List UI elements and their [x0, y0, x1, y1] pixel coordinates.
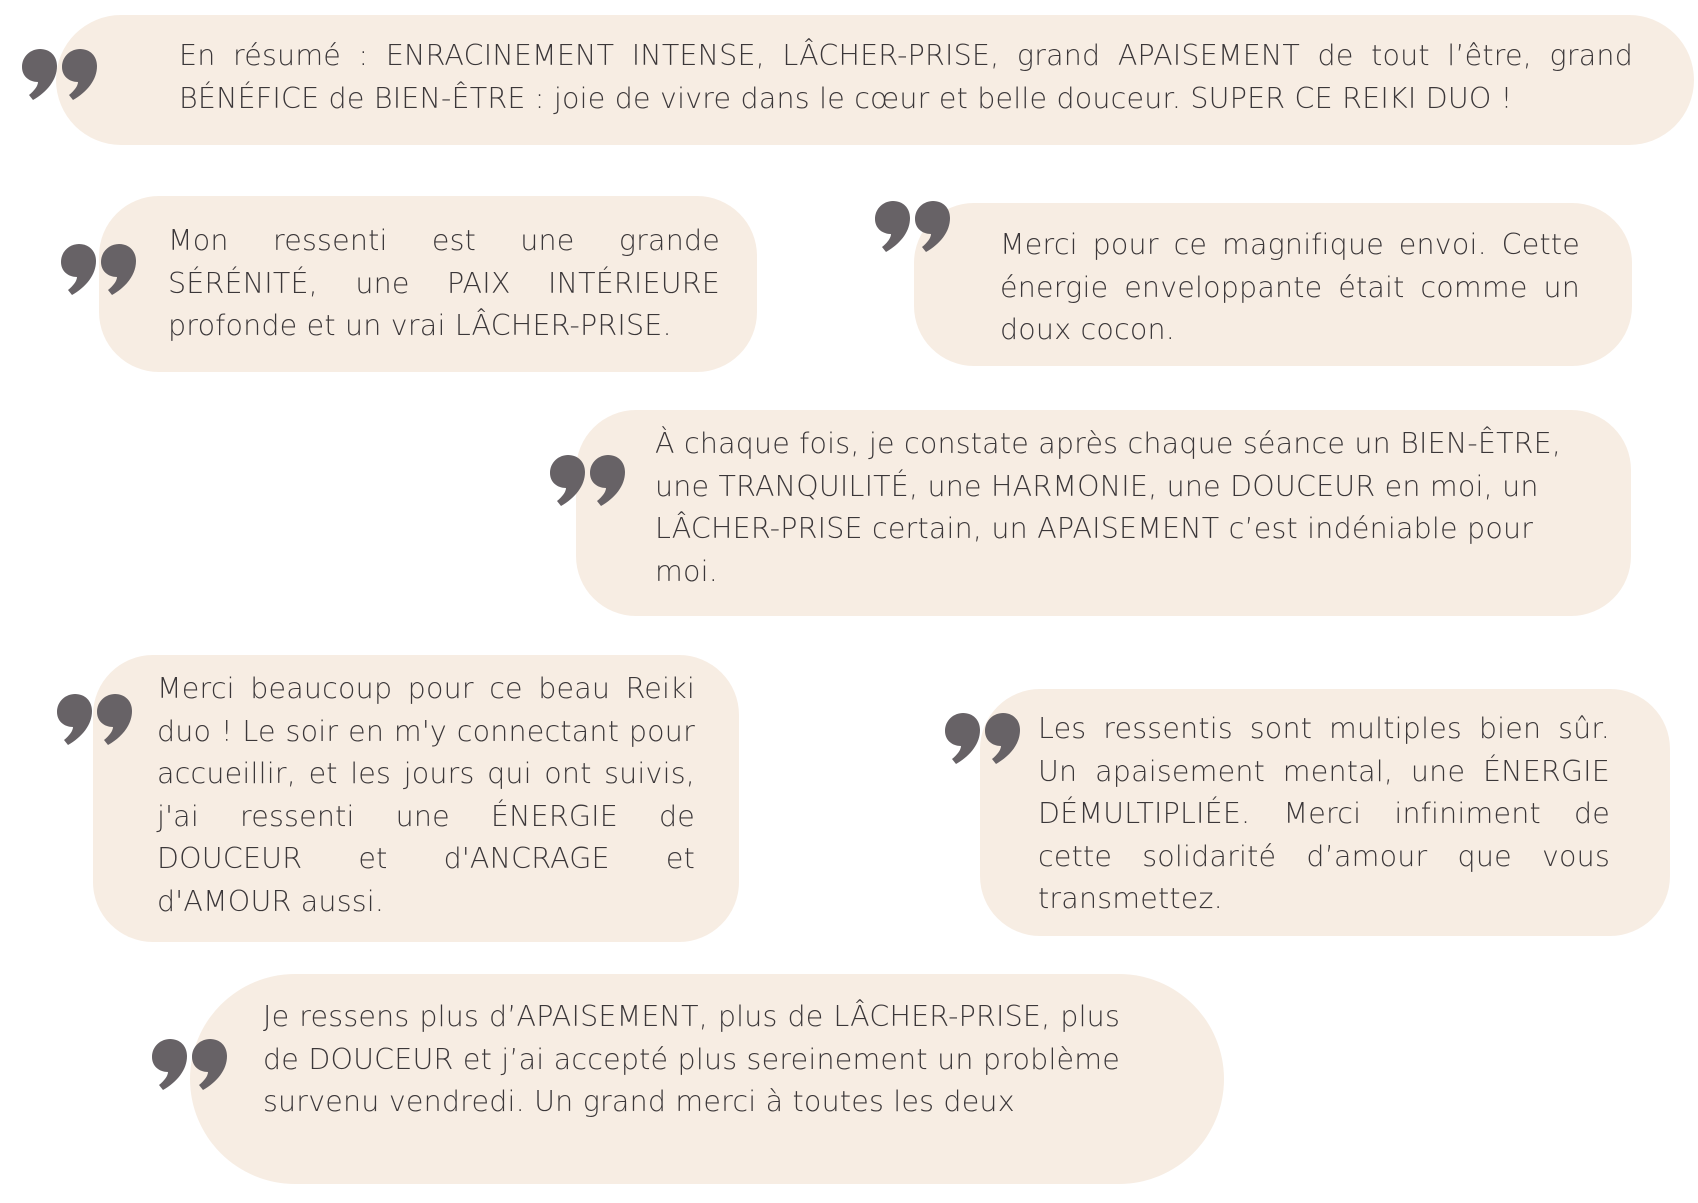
testimonial-text-1: En résumé : ENRACINEMENT INTENSE, LÂCHER-PRISE, grand APAISEMENT de tout l’être, grand BÉNÉFICE de BIEN-ÊTRE : joie de vivre dans le cœur et belle douceur. SUPER CE REIKI DUO !: [179, 39, 1633, 115]
testimonial-text-3: Merci pour ce magnifique envoi. Cette énergie enveloppante était comme un doux cocon.: [1000, 228, 1580, 346]
quote-icon: [59, 243, 141, 303]
testimonial-text-2: Mon ressenti est une grande SÉRÉNITÉ, une PAIX INTÉRIEURE profonde et un vrai LÂCHER-PRISE.: [168, 224, 720, 342]
testimonial-text-5: Merci beaucoup pour ce beau Reiki duo ! Le soir en m'y connectant pour accueillir, et les jours qui ont suivis, j'ai ressenti une ÉNERGIE de DOUCEUR et d'ANCRAGE et d'AMOUR aussi.: [157, 672, 695, 918]
quote-icon: [873, 200, 955, 260]
testimonial-text-6: Les ressentis sont multiples bien sûr. Un apaisement mental, une ÉNERGIE DÉMULTIPLIÉE. Merci infiniment de cette solidarité d’amour que vous transmettez.: [1038, 712, 1610, 915]
quote-icon: [55, 693, 137, 753]
quote-icon: [150, 1038, 232, 1098]
quote-icon: [548, 454, 630, 514]
testimonial-text-4: À chaque fois, je constate après chaque séance un BIEN-ÊTRE, une TRANQUILITÉ, une HARMONIE, une DOUCEUR en moi, un LÂCHER-PRISE certain, un APAISEMENT c’est indéniable pour moi.: [655, 427, 1562, 588]
quote-icon: [943, 712, 1025, 772]
quote-icon: [20, 48, 102, 108]
testimonial-text-7: Je ressens plus d’APAISEMENT, plus de LÂCHER-PRISE, plus de DOUCEUR et j’ai accepté plus sereinement un problème survenu vendredi. Un grand merci à toutes les deux: [263, 1000, 1120, 1118]
